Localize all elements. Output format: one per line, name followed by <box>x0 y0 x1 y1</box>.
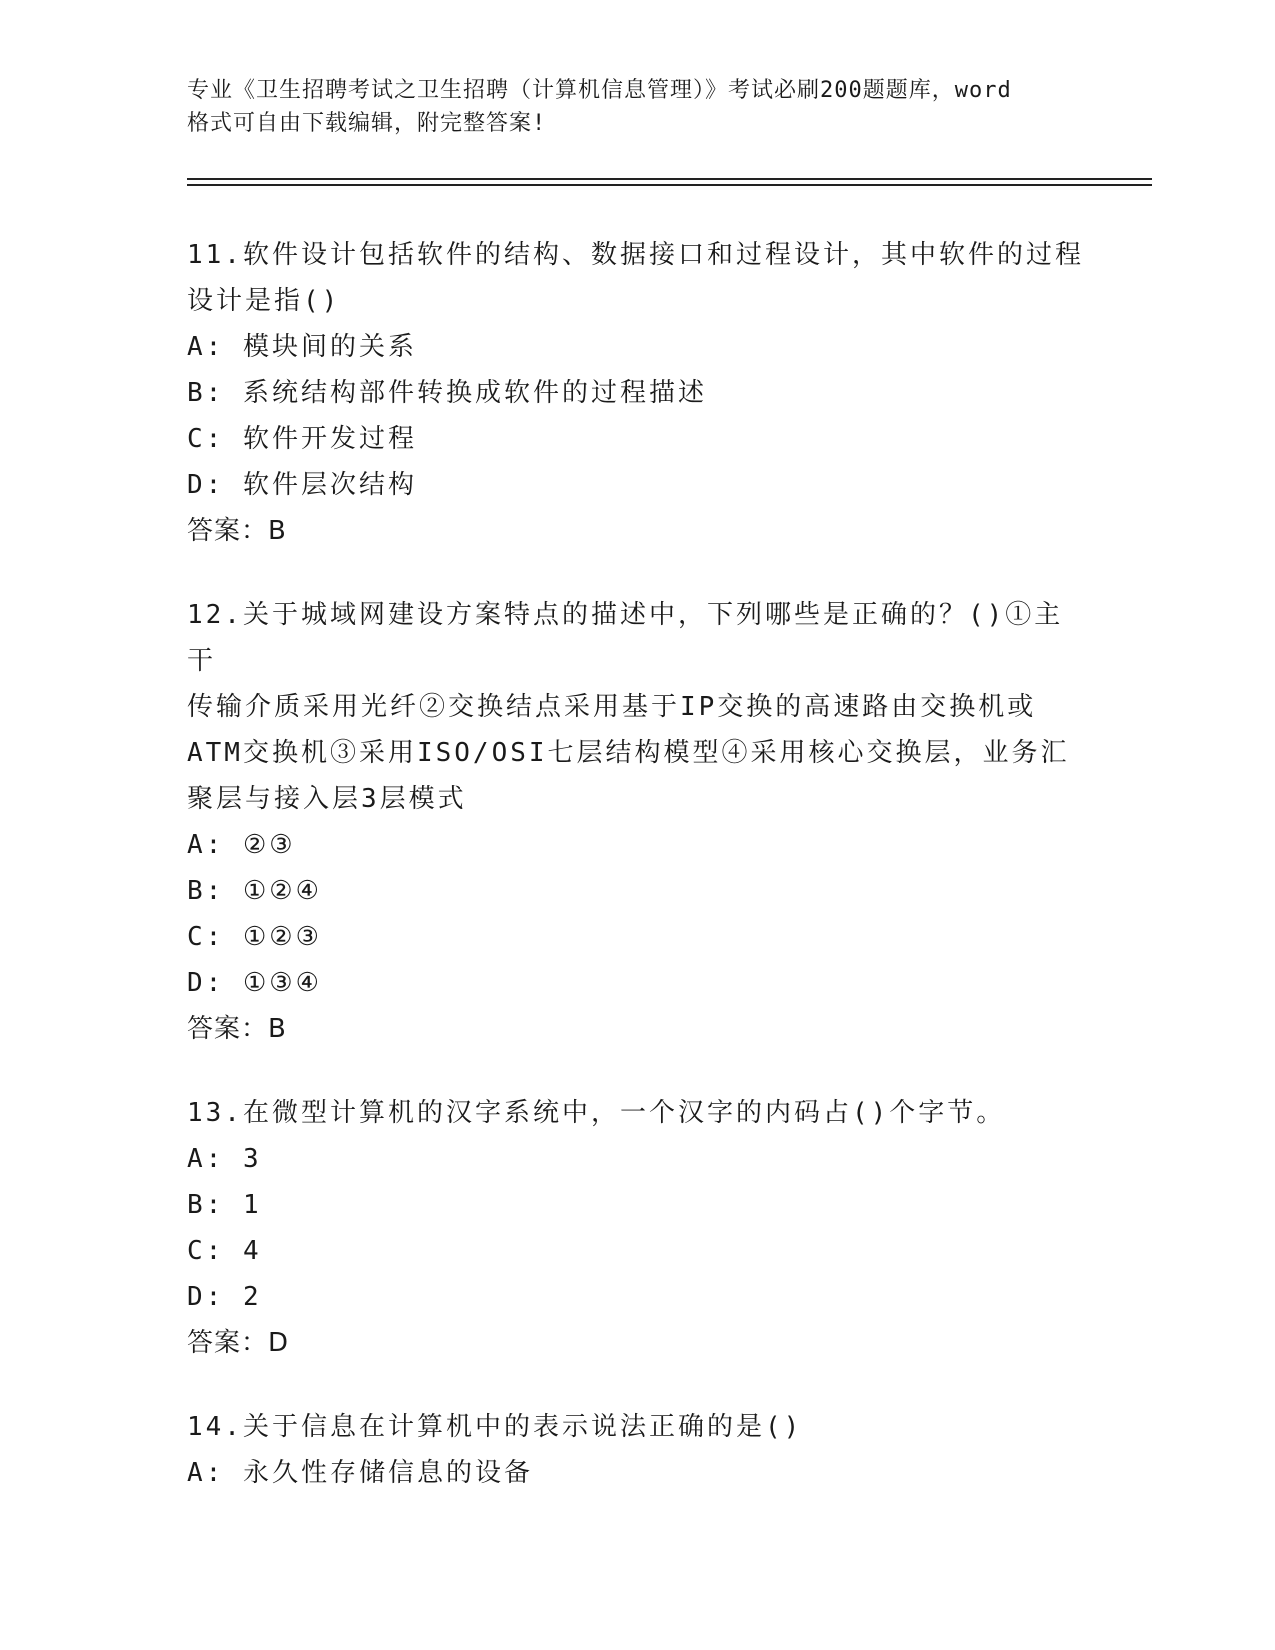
header-line-2: 格式可自由下载编辑，附完整答案! <box>187 111 547 136</box>
option-b <box>187 370 1087 416</box>
answer-line: 答案：B <box>187 516 287 546</box>
option-d <box>187 960 1087 1006</box>
option-letter: A: <box>187 1144 225 1174</box>
answer-line: 答案：B <box>187 1014 287 1044</box>
header-divider-top <box>187 178 1152 180</box>
question-stem-line: 13.在微型计算机的汉字系统中，一个汉字的内码占()个字节。 <box>187 1098 1006 1128</box>
question-stem-line: 传输介质采用光纤②交换结点采用基于IP交换的高速路由交换机或 <box>187 692 1037 722</box>
question-stem-line: 聚层与接入层3层模式 <box>187 784 467 814</box>
question-13 <box>187 1090 1087 1366</box>
header-line-1: 专业《卫生招聘考试之卫生招聘（计算机信息管理）》考试必刷200题题库，word <box>187 78 1012 103</box>
question-12 <box>187 592 1087 1052</box>
option-letter: A: <box>187 332 225 362</box>
option-letter: C: <box>187 1236 225 1266</box>
option-text: 4 <box>242 1236 262 1266</box>
question-stem-line: 设计是指() <box>187 286 341 316</box>
option-d <box>187 462 1087 508</box>
option-letter: A: <box>187 830 225 860</box>
option-a <box>187 324 1087 370</box>
question-14 <box>187 1404 1087 1496</box>
option-letter: B: <box>187 876 225 906</box>
document-header <box>187 74 1087 140</box>
option-b <box>187 868 1087 914</box>
option-text: 系统结构部件转换成软件的过程描述 <box>242 378 707 408</box>
option-b <box>187 1182 1087 1228</box>
option-letter: B: <box>187 1190 225 1220</box>
answer-line: 答案：D <box>187 1328 290 1358</box>
option-text: ①②④ <box>242 876 322 906</box>
option-text: 软件开发过程 <box>242 424 417 454</box>
option-letter: D: <box>187 968 225 998</box>
option-a <box>187 1450 1087 1496</box>
question-stem-line: 12.关于城域网建设方案特点的描述中，下列哪些是正确的？()①主干 <box>187 600 1064 676</box>
question-stem-line: ATM交换机③采用ISO/OSI七层结构模型④采用核心交换层，业务汇 <box>187 738 1070 768</box>
question-stem-line: 14.关于信息在计算机中的表示说法正确的是() <box>187 1412 803 1442</box>
option-d <box>187 1274 1087 1320</box>
question-11 <box>187 232 1087 554</box>
option-text: 3 <box>242 1144 262 1174</box>
option-c <box>187 1228 1087 1274</box>
option-text: 软件层次结构 <box>242 470 417 500</box>
option-letter: C: <box>187 424 225 454</box>
option-text: ①②③ <box>242 922 322 952</box>
header-divider-bottom <box>187 184 1152 186</box>
option-c <box>187 416 1087 462</box>
option-a <box>187 1136 1087 1182</box>
option-text: 2 <box>242 1282 262 1312</box>
option-text: 1 <box>242 1190 262 1220</box>
option-text: 模块间的关系 <box>242 332 417 362</box>
option-text: ①③④ <box>242 968 322 998</box>
option-letter: D: <box>187 470 225 500</box>
question-stem-line: 11.软件设计包括软件的结构、数据接口和过程设计，其中软件的过程 <box>187 240 1084 270</box>
option-letter: B: <box>187 378 225 408</box>
option-c <box>187 914 1087 960</box>
option-a <box>187 822 1087 868</box>
option-letter: A: <box>187 1458 225 1488</box>
question-list <box>187 232 1087 1534</box>
option-text: 永久性存储信息的设备 <box>242 1458 533 1488</box>
option-text: ②③ <box>242 830 296 860</box>
option-letter: D: <box>187 1282 225 1312</box>
option-letter: C: <box>187 922 225 952</box>
